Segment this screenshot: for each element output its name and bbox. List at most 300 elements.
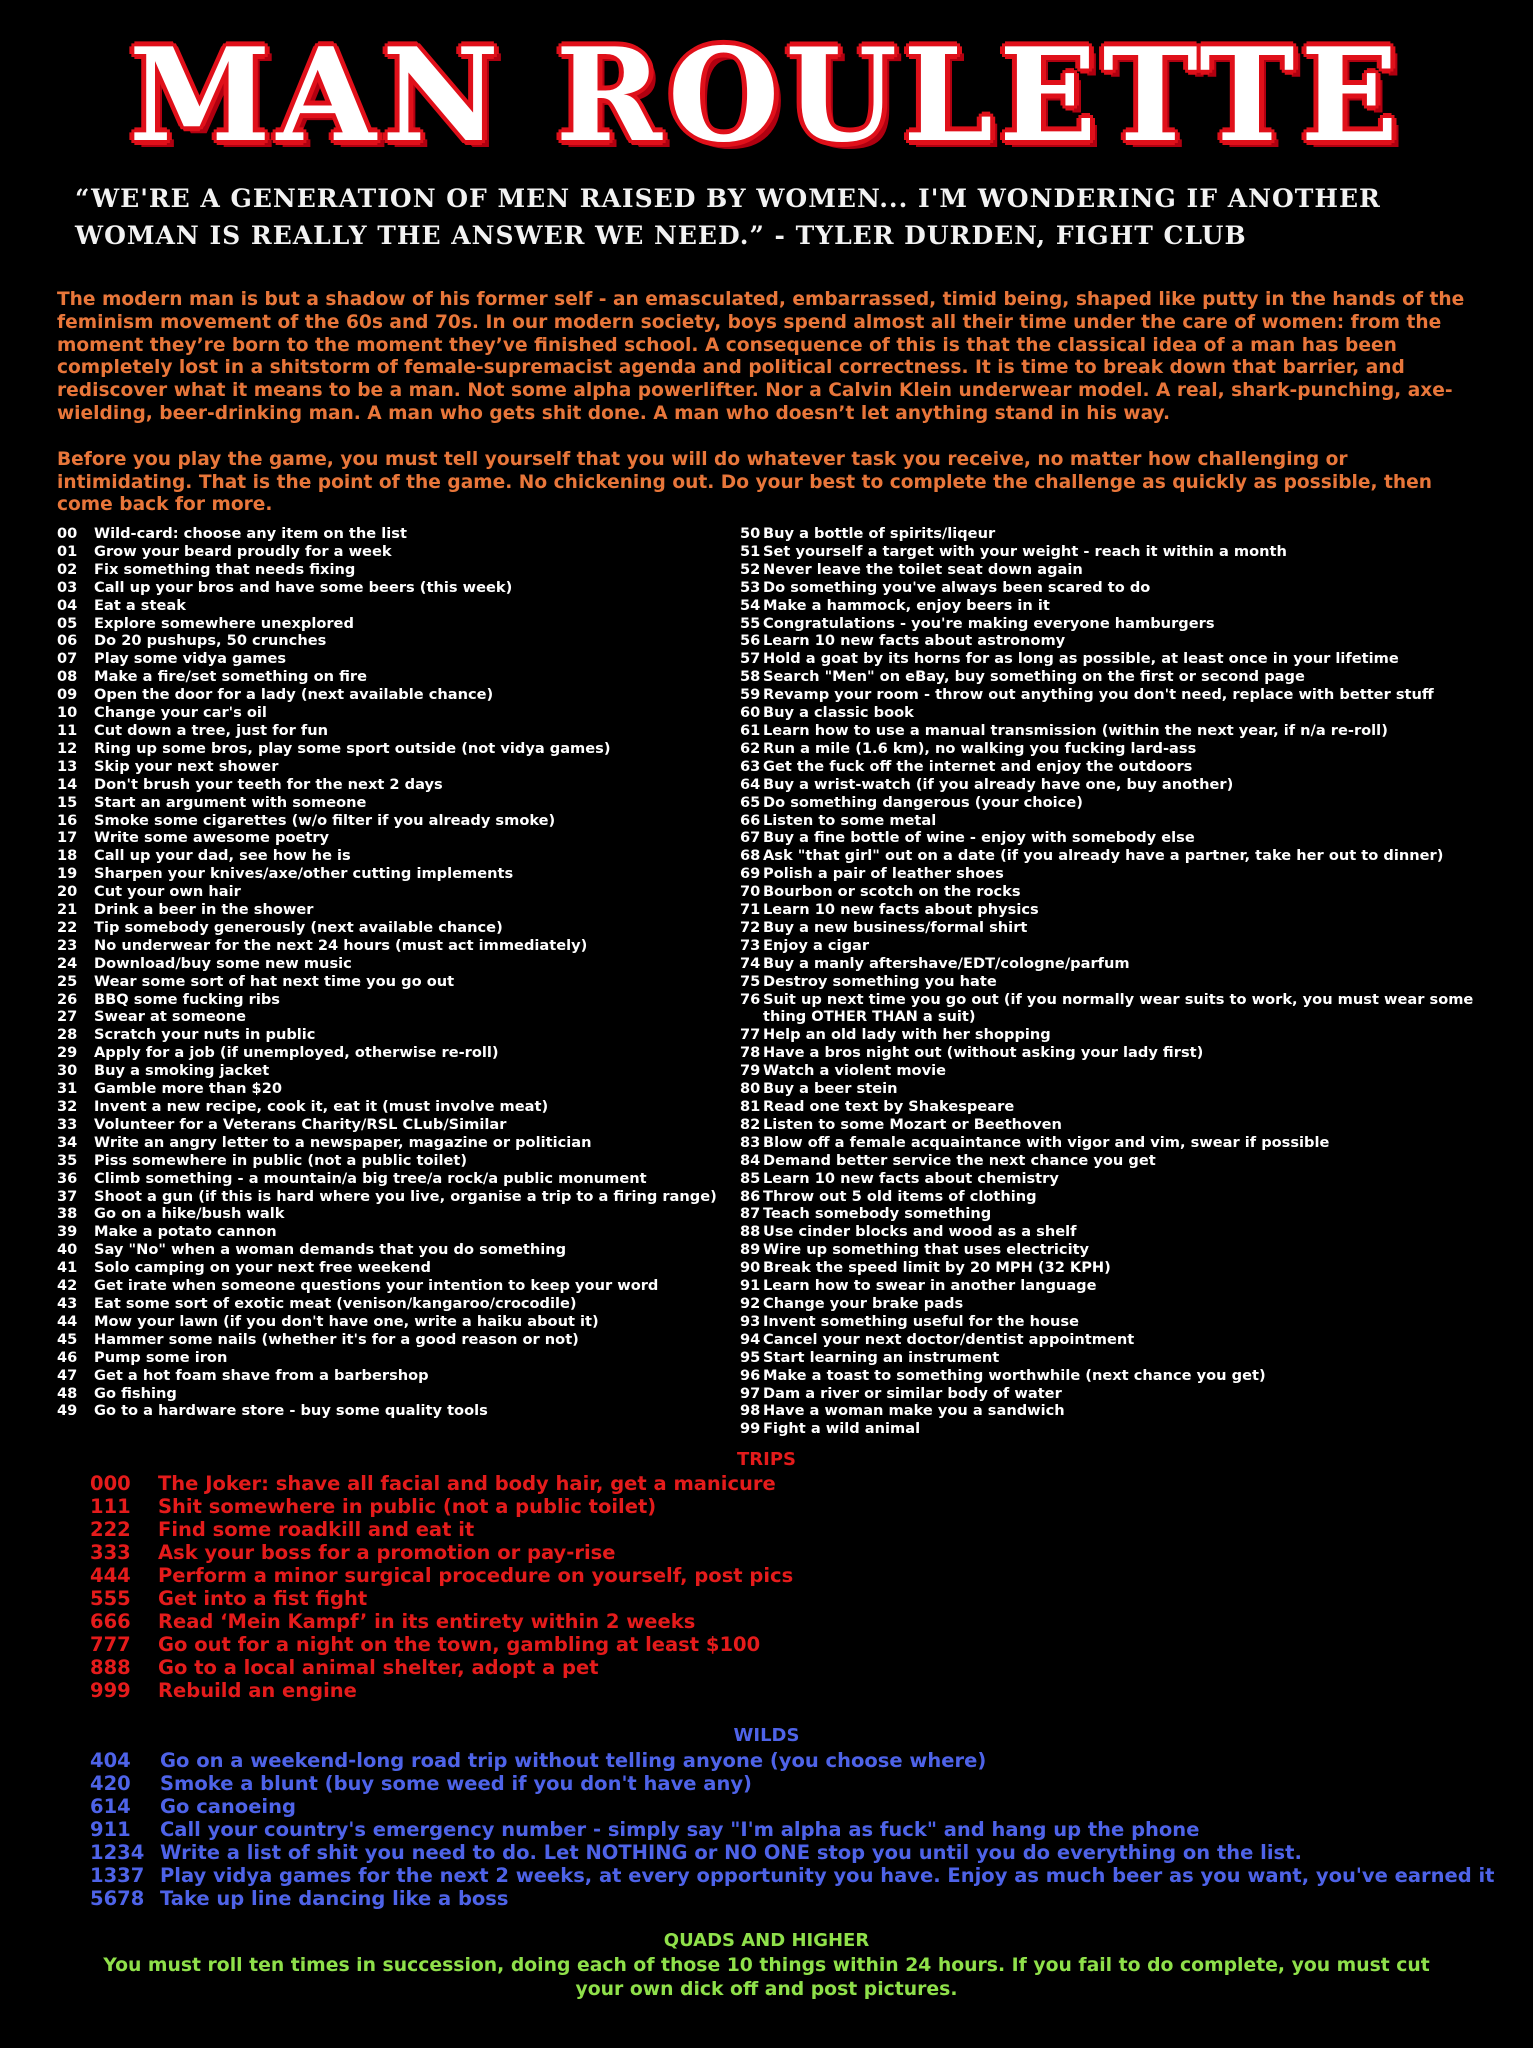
quads-heading: QUADS AND HIGHER — [663, 1930, 870, 1951]
item-text: Play vidya games for the next 2 weeks, at every opportunity you have. Enjoy as much beer as you want, you've earned it — [160, 1864, 1495, 1887]
item-number: 74 — [740, 954, 761, 972]
item-text: Pump some iron — [94, 1348, 228, 1366]
list-item — [57, 937, 727, 955]
item-text: Solo camping on your next free weekend — [94, 1259, 431, 1277]
list-item — [740, 865, 1500, 883]
item-text: Fight a wild animal — [763, 1420, 921, 1438]
list-item — [57, 883, 727, 901]
item-number: 88 — [740, 1223, 761, 1241]
list-item — [57, 1205, 727, 1223]
item-number: 38 — [57, 1205, 78, 1223]
item-text: Start an argument with someone — [94, 793, 367, 811]
item-number: 911 — [90, 1818, 131, 1841]
item-number: 06 — [57, 632, 78, 650]
item-text: Eat a steak — [94, 596, 186, 614]
item-text: Ring up some bros, play some sport outside (not vidya games) — [94, 739, 611, 757]
wilds-item — [90, 1887, 1510, 1910]
item-number: 5678 — [90, 1887, 145, 1910]
list-item — [740, 794, 1500, 812]
list-item — [740, 1241, 1500, 1259]
item-text: Get into a fist fight — [158, 1587, 368, 1610]
item-text: Go out for a night on the town, gambling at least $100 — [158, 1633, 761, 1656]
item-text: Take up line dancing like a boss — [160, 1887, 509, 1910]
item-text: Swear at someone — [94, 1008, 247, 1026]
list-item — [57, 615, 727, 633]
item-number: 89 — [740, 1241, 761, 1259]
list-item — [740, 1170, 1500, 1188]
list-item — [740, 1223, 1500, 1241]
list-item — [57, 1170, 727, 1188]
list-item — [740, 1385, 1500, 1403]
item-text: Don't brush your teeth for the next 2 days — [94, 775, 443, 793]
item-number: 32 — [57, 1098, 78, 1115]
list-item — [740, 1205, 1500, 1223]
item-text: Have a woman make you a sandwich — [763, 1402, 1065, 1420]
list-item — [57, 758, 727, 776]
item-number: 13 — [57, 757, 78, 775]
item-number: 91 — [740, 1277, 761, 1295]
item-text: Buy a classic book — [763, 704, 914, 722]
item-text: Cancel your next doctor/dentist appointment — [763, 1330, 1135, 1348]
item-text: Read one text by Shakespeare — [763, 1098, 1015, 1115]
item-number: 22 — [57, 918, 78, 936]
item-text: Make a hammock, enjoy beers in it — [763, 596, 1050, 614]
list-item — [57, 597, 727, 615]
item-text: Buy a fine bottle of wine - enjoy with somebody else — [763, 829, 1195, 847]
list-item — [740, 1044, 1500, 1062]
item-text: Ask "that girl" out on a date (if you already have a partner, take her out to dinner) — [763, 847, 1444, 865]
item-text: Eat some sort of exotic meat (venison/kangaroo/crocodile) — [94, 1294, 577, 1312]
item-text: Tip somebody generously (next available chance) — [94, 918, 503, 936]
item-number: 35 — [57, 1151, 78, 1169]
item-text: Get irate when someone questions your intention to keep your word — [94, 1277, 659, 1295]
item-number: 28 — [57, 1026, 78, 1044]
item-text: Invent a new recipe, cook it, eat it (must involve meat) — [94, 1098, 549, 1115]
item-number: 27 — [57, 1008, 78, 1026]
item-number: 07 — [57, 650, 78, 668]
item-number: 82 — [740, 1115, 761, 1133]
item-number: 79 — [740, 1062, 761, 1080]
intro-paragraph: The modern man is but a shadow of his former self - an emasculated, embarrassed, timid being, shaped like putty in the hands of the feminism movement of the 60s and 70s. In our modern society, boys spend almost all their time under the care of women: from the moment they’re born to the moment they’ve finished school. A consequence of this is that the classical idea of a man has been completely lost in a shitstorm of female-supremacist agenda and political correctness. It is time to break down that barrier, and rediscover what it means to be a man. Not some alpha powerlifter. Nor a Calvin Klein underwear model. A real, shark-punching, axe-wielding, beer-drinking man. A man who gets shit done. A man who doesn’t let anything stand in his way. — [57, 289, 1465, 424]
item-text: Run a mile (1.6 km), no walking you fucking lard-ass — [763, 739, 1197, 757]
item-text: Learn 10 new facts about chemistry — [763, 1169, 1059, 1187]
item-text: Go to a hardware store - buy some quality tools — [94, 1402, 488, 1420]
item-number: 58 — [740, 668, 761, 686]
item-text: Make a fire/set something on fire — [94, 668, 367, 686]
item-number: 1337 — [90, 1864, 145, 1887]
item-number: 49 — [57, 1402, 78, 1420]
item-number: 888 — [90, 1656, 131, 1679]
item-text: Scratch your nuts in public — [94, 1026, 316, 1044]
item-text: Go on a hike/bush walk — [94, 1205, 285, 1223]
item-text: Enjoy a cigar — [763, 936, 870, 954]
item-text: Ask your boss for a promotion or pay-rise — [158, 1541, 616, 1564]
item-number: 37 — [57, 1187, 78, 1205]
item-number: 20 — [57, 883, 78, 901]
list-item — [57, 1402, 727, 1420]
item-text: Wire up something that uses electricity — [763, 1241, 1090, 1259]
list-item — [57, 1188, 727, 1206]
item-number: 83 — [740, 1133, 761, 1151]
item-text: Buy a manly aftershave/EDT/cologne/parfum — [763, 954, 1130, 972]
item-number: 69 — [740, 865, 761, 883]
item-number: 39 — [57, 1223, 78, 1241]
item-text: Search "Men" on eBay, buy something on the first or second page — [763, 668, 1305, 686]
item-number: 96 — [740, 1366, 761, 1384]
list-item — [740, 632, 1500, 650]
list-item — [740, 1313, 1500, 1331]
item-number: 56 — [740, 632, 761, 650]
list-item — [57, 668, 727, 686]
item-number: 67 — [740, 829, 761, 847]
item-text: Volunteer for a Veterans Charity/RSL CLub/Similar — [94, 1115, 507, 1133]
item-number: 98 — [740, 1402, 761, 1420]
item-text: Mow your lawn (if you don't have one, write a haiku about it) — [94, 1312, 599, 1330]
item-number: 97 — [740, 1384, 761, 1402]
item-number: 24 — [57, 954, 78, 972]
list-item — [57, 1116, 727, 1134]
item-text: Change your car's oil — [94, 704, 267, 722]
item-number: 94 — [740, 1330, 761, 1348]
list-item — [740, 919, 1500, 937]
list-item — [740, 597, 1500, 615]
item-number: 71 — [740, 901, 761, 919]
item-text: Listen to some Mozart or Beethoven — [763, 1115, 1062, 1133]
list-item — [57, 1062, 727, 1080]
item-number: 17 — [57, 829, 78, 847]
item-text: Learn 10 new facts about astronomy — [763, 632, 1066, 650]
item-text: Destroy something you hate — [763, 972, 997, 990]
item-number: 76 — [740, 990, 761, 1008]
item-text: Do something you've always been scared to do — [763, 578, 1151, 596]
item-number: 77 — [740, 1026, 761, 1044]
item-text: Shit somewhere in public (not a public toilet) — [158, 1495, 657, 1518]
item-text: Make a potato cannon — [94, 1223, 277, 1241]
item-text: Write an angry letter to a newspaper, magazine or politician — [94, 1133, 592, 1151]
list-item — [740, 883, 1500, 901]
item-text: Buy a smoking jacket — [94, 1062, 270, 1080]
item-number: 55 — [740, 614, 761, 632]
item-number: 15 — [57, 793, 78, 811]
item-text: No underwear for the next 24 hours (must act immediately) — [94, 936, 588, 954]
list-item — [57, 776, 727, 794]
list-item — [740, 1349, 1500, 1367]
item-number: 87 — [740, 1205, 761, 1223]
item-text: Blow off a female acquaintance with vigor and vim, swear if possible — [763, 1133, 1330, 1151]
item-number: 11 — [57, 721, 78, 739]
item-text: Write a list of shit you need to do. Let NOTHING or NO ONE stop you until you do everything on the list. — [160, 1841, 1302, 1864]
item-text: Buy a new business/formal shirt — [763, 918, 1028, 936]
item-text: Hammer some nails (whether it's for a good reason or not) — [94, 1330, 579, 1348]
item-number: 84 — [740, 1151, 761, 1169]
trips-item — [90, 1633, 1510, 1656]
item-number: 000 — [90, 1472, 131, 1495]
list-item — [740, 561, 1500, 579]
item-number: 05 — [57, 614, 78, 632]
item-number: 90 — [740, 1259, 761, 1277]
item-number: 36 — [57, 1169, 78, 1187]
list-item — [740, 704, 1500, 722]
item-number: 53 — [740, 578, 761, 596]
item-text: Explore somewhere unexplored — [94, 614, 354, 632]
list-item — [57, 1349, 727, 1367]
item-number: 1234 — [90, 1841, 145, 1864]
item-number: 404 — [90, 1749, 131, 1772]
item-number: 86 — [740, 1187, 761, 1205]
wilds-item — [90, 1772, 1510, 1795]
list-item — [740, 525, 1500, 543]
item-number: 57 — [740, 650, 761, 668]
item-number: 63 — [740, 757, 761, 775]
list-item — [57, 561, 727, 579]
item-number: 18 — [57, 847, 78, 865]
item-text: Say "No" when a woman demands that you do something — [94, 1241, 567, 1259]
item-number: 43 — [57, 1294, 78, 1312]
list-item — [740, 937, 1500, 955]
item-number: 48 — [57, 1384, 78, 1402]
item-number: 999 — [90, 1679, 131, 1702]
item-number: 40 — [57, 1241, 78, 1259]
trips-list — [90, 1472, 1510, 1702]
trips-item — [90, 1518, 1510, 1541]
item-number: 64 — [740, 775, 761, 793]
item-number: 54 — [740, 596, 761, 614]
list-item — [740, 758, 1500, 776]
list-item — [57, 650, 727, 668]
trips-item — [90, 1587, 1510, 1610]
list-item — [740, 1402, 1500, 1420]
item-text: Teach somebody something — [763, 1205, 992, 1223]
item-text: Learn how to swear in another language — [763, 1277, 1097, 1295]
intro-paragraph: Before you play the game, you must tell yourself that you will do whatever task you receive, no matter how challenging or intimidating. That is the point of the game. No chickening out. Do your best to complete the challenge as quickly as possible, then come back for more. — [57, 448, 1432, 516]
item-number: 25 — [57, 972, 78, 990]
item-number: 72 — [740, 918, 761, 936]
item-number: 04 — [57, 596, 78, 614]
item-number: 95 — [740, 1348, 761, 1366]
list-item — [740, 1062, 1500, 1080]
list-item — [57, 991, 727, 1009]
item-number: 12 — [57, 739, 78, 757]
item-text: Cut down a tree, just for fun — [94, 721, 329, 739]
item-number: 80 — [740, 1080, 761, 1098]
item-number: 333 — [90, 1541, 131, 1564]
item-number: 41 — [57, 1259, 78, 1277]
list-item — [740, 973, 1500, 991]
item-text: Suit up next time you go out (if you normally wear suits to work, you must wear some thing OTHER THAN a suit) — [763, 990, 1474, 1026]
item-text: Wild-card: choose any item on the list — [94, 525, 407, 542]
list-item — [57, 1277, 727, 1295]
list-item — [57, 1223, 727, 1241]
list-item — [57, 1367, 727, 1385]
list-item — [740, 1367, 1500, 1385]
list-item — [57, 901, 727, 919]
item-text: Congratulations - you're making everyone hamburgers — [763, 614, 1215, 632]
item-text: Do something dangerous (your choice) — [763, 793, 1083, 811]
list-item — [740, 543, 1500, 561]
list-item — [740, 847, 1500, 865]
item-text: Go to a local animal shelter, adopt a pet — [158, 1656, 599, 1679]
item-text: Grow your beard proudly for a week — [94, 542, 392, 560]
item-text: Go fishing — [94, 1384, 177, 1402]
list-item — [740, 1134, 1500, 1152]
list-item — [57, 1385, 727, 1403]
intro-text — [57, 289, 1487, 517]
list-item — [740, 1295, 1500, 1313]
item-number: 51 — [740, 542, 761, 560]
item-number: 111 — [90, 1495, 131, 1518]
list-column-00-49 — [57, 525, 727, 1420]
list-item — [740, 668, 1500, 686]
item-text: Have a bros night out (without asking your lady first) — [763, 1044, 1204, 1062]
trips-item — [90, 1679, 1510, 1702]
list-item — [740, 1116, 1500, 1134]
item-text: Break the speed limit by 20 MPH (32 KPH) — [763, 1259, 1111, 1277]
wilds-item — [90, 1864, 1510, 1887]
list-item — [740, 579, 1500, 597]
list-item — [57, 865, 727, 883]
page-title: MAN ROULETTE — [128, 21, 1405, 171]
item-number: 03 — [57, 578, 78, 596]
item-number: 00 — [57, 525, 78, 542]
list-item — [57, 1259, 727, 1277]
wilds-item — [90, 1818, 1510, 1841]
item-text: Open the door for a lady (next available chance) — [94, 686, 494, 704]
list-item — [740, 1331, 1500, 1349]
trips-item — [90, 1472, 1510, 1495]
item-text: Make a toast to something worthwhile (next chance you get) — [763, 1366, 1266, 1384]
item-text: Skip your next shower — [94, 757, 279, 775]
list-item — [57, 1134, 727, 1152]
item-text: Hold a goat by its horns for as long as possible, at least once in your lifetime — [763, 650, 1399, 668]
item-text: Bourbon or scotch on the rocks — [763, 883, 1021, 901]
list-item — [740, 686, 1500, 704]
list-item — [57, 686, 727, 704]
list-item — [740, 776, 1500, 794]
list-item — [57, 525, 727, 543]
item-number: 02 — [57, 560, 78, 578]
item-text: Call up your dad, see how he is — [94, 847, 351, 865]
item-number: 23 — [57, 936, 78, 954]
list-item — [740, 991, 1500, 1027]
item-text: Listen to some metal — [763, 811, 937, 829]
list-item — [740, 1098, 1500, 1116]
item-text: Buy a beer stein — [763, 1080, 898, 1098]
fight-club-quote: “WE'RE A GENERATION OF MEN RAISED BY WOMEN... I'M WONDERING IF ANOTHER WOMAN IS REALLY THE ANSWER WE NEED.” - TYLER DURDEN, FIGHT CLUB — [75, 184, 1381, 250]
trips-item — [90, 1541, 1510, 1564]
list-item — [57, 579, 727, 597]
trips-item — [90, 1610, 1510, 1633]
item-text: Go on a weekend-long road trip without telling anyone (you choose where) — [160, 1749, 987, 1772]
item-number: 78 — [740, 1044, 761, 1062]
item-text: Polish a pair of leather shoes — [763, 865, 1004, 883]
item-number: 68 — [740, 847, 761, 865]
item-text: Watch a violent movie — [763, 1062, 946, 1080]
item-number: 50 — [740, 525, 761, 542]
list-item — [57, 1331, 727, 1349]
item-text: Throw out 5 old items of clothing — [763, 1187, 1037, 1205]
item-text: BBQ some fucking ribs — [94, 990, 280, 1008]
item-text: Set yourself a target with your weight - reach it within a month — [763, 542, 1287, 560]
list-item — [57, 1295, 727, 1313]
trips-heading: TRIPS — [737, 1449, 796, 1470]
item-text: Buy a wrist-watch (if you already have one, buy another) — [763, 775, 1234, 793]
item-text: Wear some sort of hat next time you go out — [94, 972, 455, 990]
list-item — [57, 543, 727, 561]
item-number: 33 — [57, 1115, 78, 1133]
item-text: Write some awesome poetry — [94, 829, 330, 847]
item-text: Use cinder blocks and wood as a shelf — [763, 1223, 1077, 1241]
item-text: Download/buy some new music — [94, 954, 352, 972]
list-item — [57, 1008, 727, 1026]
list-item — [57, 1152, 727, 1170]
wilds-item — [90, 1795, 1510, 1818]
item-text: Rebuild an engine — [158, 1679, 357, 1702]
item-text: Go canoeing — [160, 1795, 296, 1818]
item-text: Shoot a gun (if this is hard where you live, organise a trip to a firing range) — [94, 1187, 717, 1205]
item-text: Help an old lady with her shopping — [763, 1026, 1051, 1044]
item-number: 73 — [740, 936, 761, 954]
list-item — [57, 740, 727, 758]
item-text: Piss somewhere in public (not a public toilet) — [94, 1151, 468, 1169]
item-number: 93 — [740, 1312, 761, 1330]
list-item — [57, 955, 727, 973]
item-text: Change your brake pads — [763, 1294, 964, 1312]
item-text: Invent something useful for the house — [763, 1312, 1079, 1330]
list-item — [57, 1098, 727, 1116]
item-number: 44 — [57, 1312, 78, 1330]
list-item — [57, 1313, 727, 1331]
item-number: 08 — [57, 668, 78, 686]
item-number: 444 — [90, 1564, 131, 1587]
item-text: Dam a river or similar body of water — [763, 1384, 1062, 1402]
item-text: Drink a beer in the shower — [94, 901, 314, 919]
item-number: 62 — [740, 739, 761, 757]
list-item — [740, 1420, 1500, 1438]
item-number: 30 — [57, 1062, 78, 1080]
item-number: 61 — [740, 721, 761, 739]
item-number: 45 — [57, 1330, 78, 1348]
list-item — [57, 704, 727, 722]
list-item — [57, 919, 727, 937]
list-item — [740, 615, 1500, 633]
item-number: 614 — [90, 1795, 131, 1818]
item-number: 59 — [740, 686, 761, 704]
item-text: Learn how to use a manual transmission (within the next year, if n/a re-roll) — [763, 721, 1388, 739]
item-text: Sharpen your knives/axe/other cutting implements — [94, 865, 514, 883]
item-text: Learn 10 new facts about physics — [763, 901, 1039, 919]
item-number: 34 — [57, 1133, 78, 1151]
list-item — [57, 722, 727, 740]
wilds-item — [90, 1749, 1510, 1772]
item-text: Buy a bottle of spirits/liqeur — [763, 525, 996, 542]
list-item — [740, 812, 1500, 830]
item-number: 29 — [57, 1044, 78, 1062]
item-number: 85 — [740, 1169, 761, 1187]
list-item — [740, 1259, 1500, 1277]
item-number: 777 — [90, 1633, 131, 1656]
list-item — [740, 1152, 1500, 1170]
item-text: Get the fuck off the internet and enjoy the outdoors — [763, 757, 1193, 775]
list-item — [57, 973, 727, 991]
wilds-heading: WILDS — [733, 1725, 800, 1746]
item-text: Do 20 pushups, 50 crunches — [94, 632, 327, 650]
trips-item — [90, 1564, 1510, 1587]
item-number: 92 — [740, 1294, 761, 1312]
list-item — [57, 632, 727, 650]
list-item — [740, 1188, 1500, 1206]
list-item — [740, 829, 1500, 847]
item-text: Climb something - a mountain/a big tree/a rock/a public monument — [94, 1169, 647, 1187]
